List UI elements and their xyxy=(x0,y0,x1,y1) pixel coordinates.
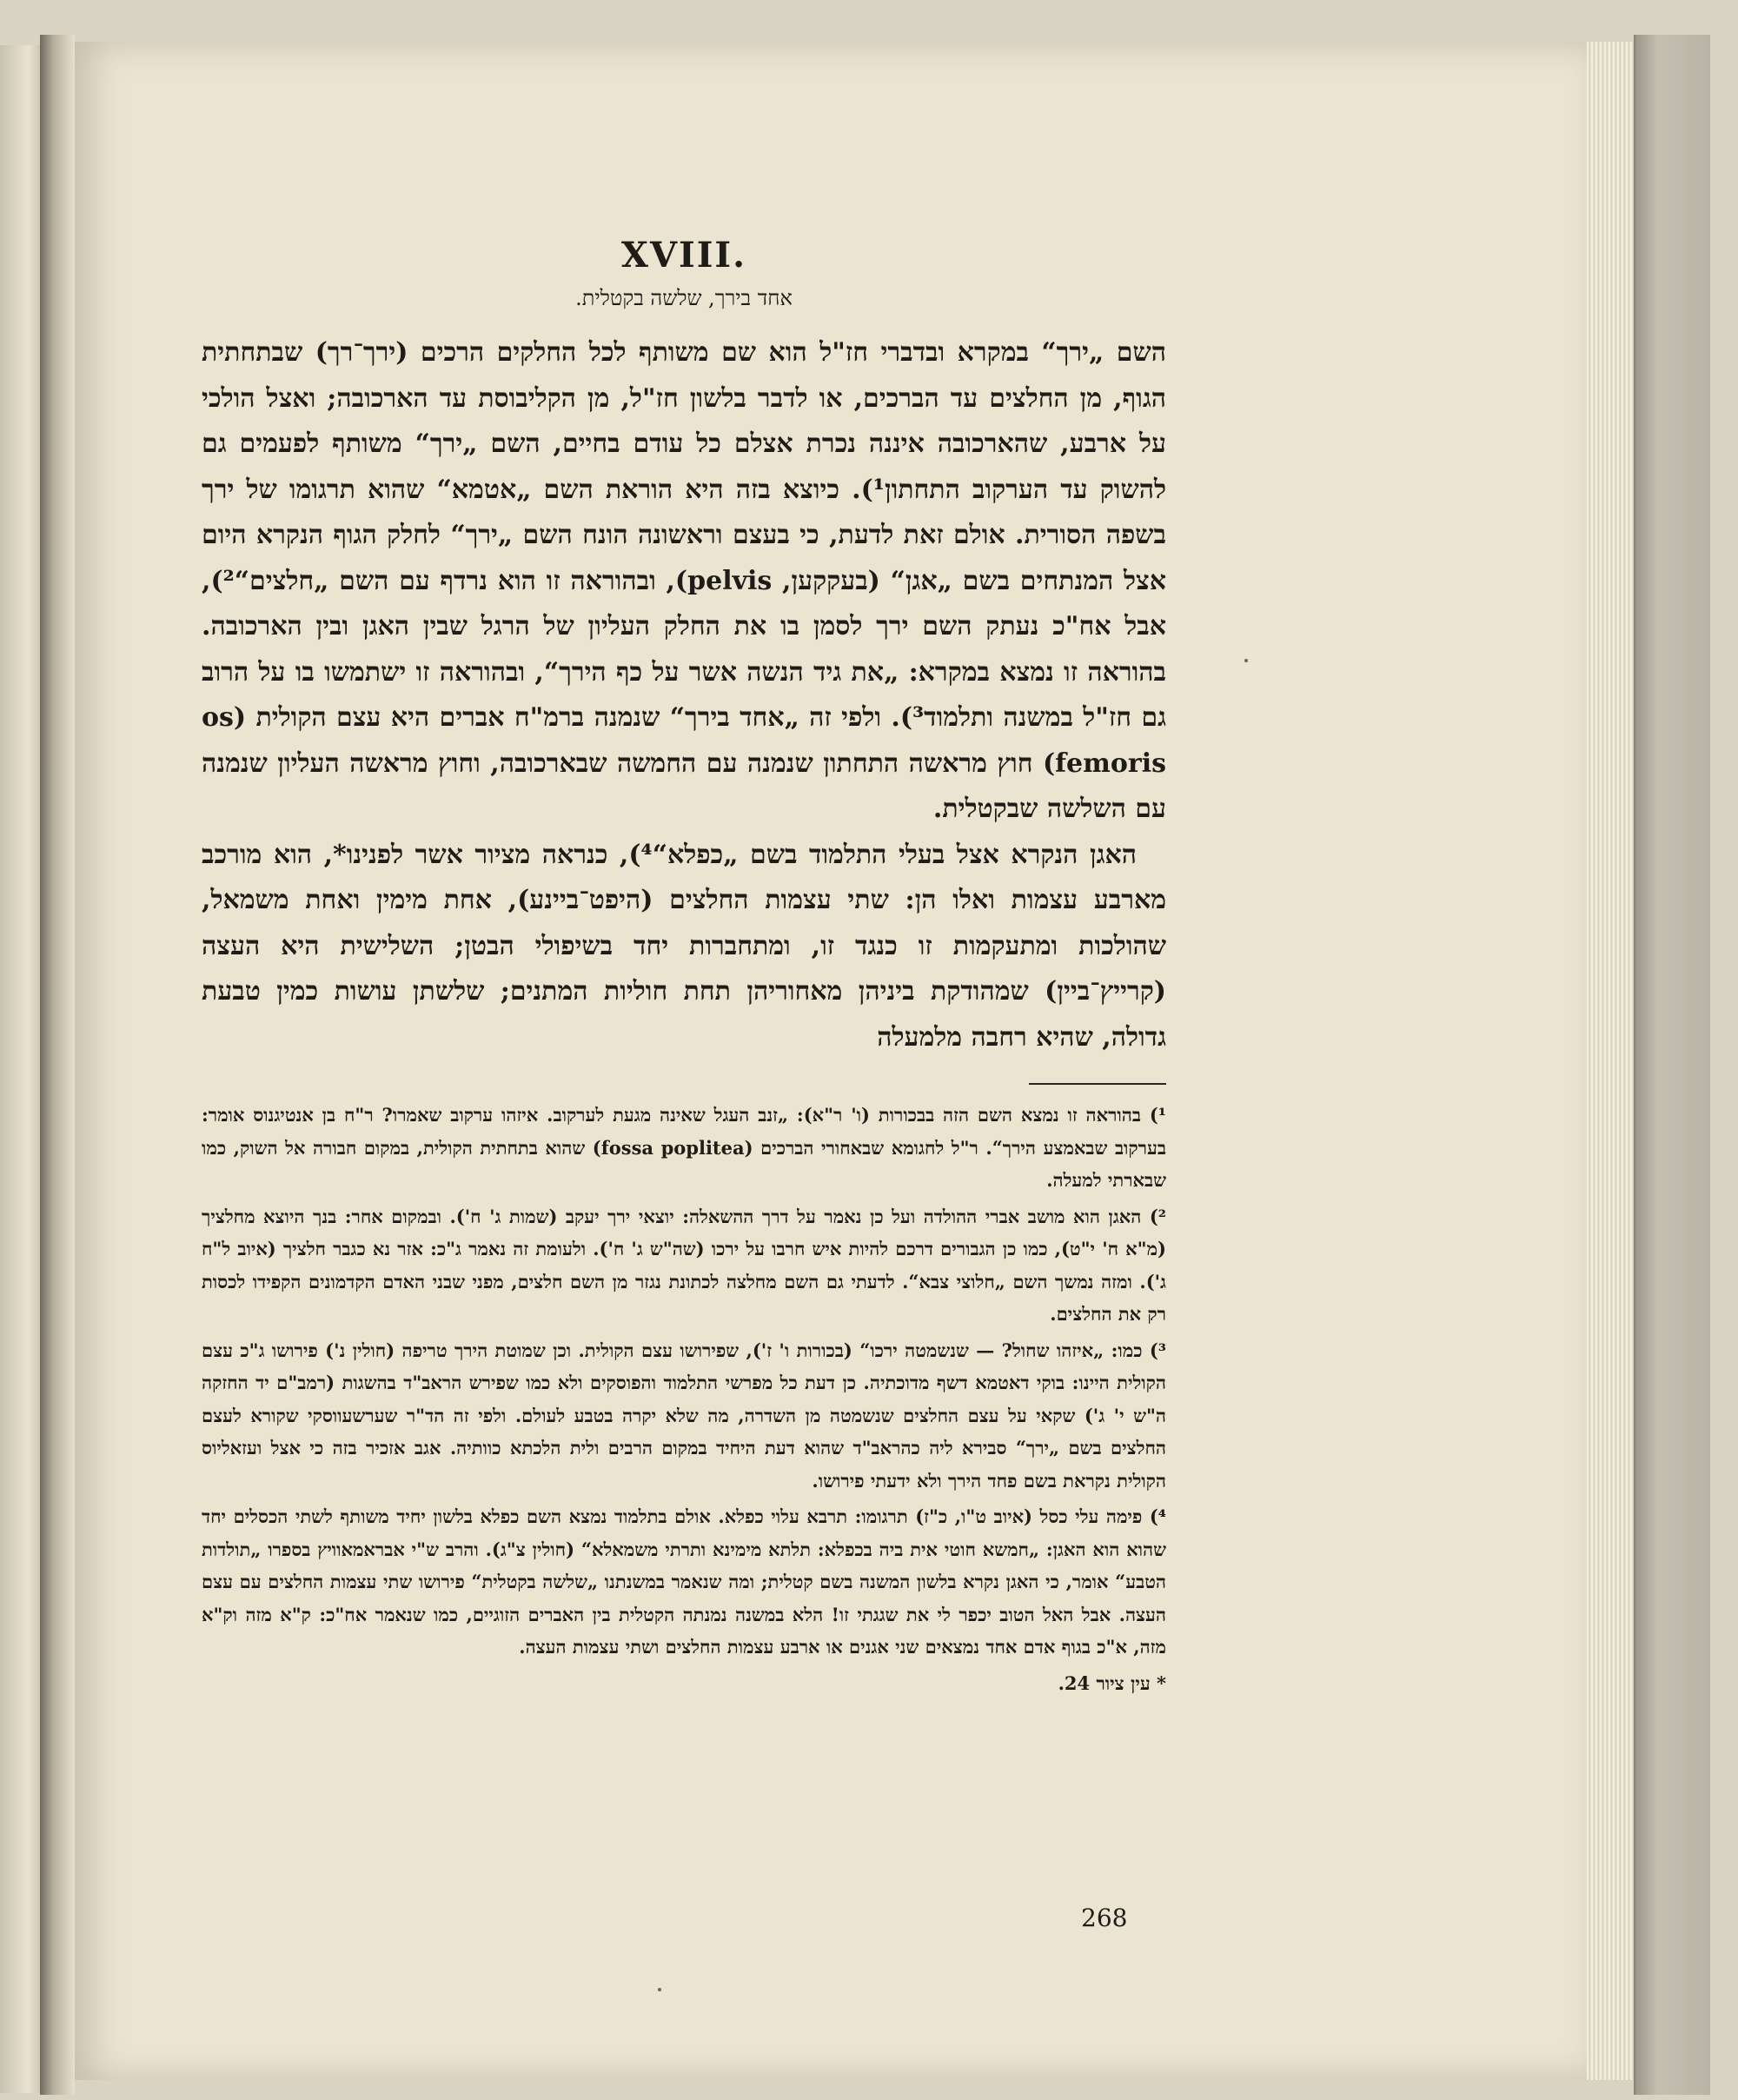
left-binding xyxy=(40,35,75,2095)
book-cover-edge xyxy=(1634,35,1710,2095)
paper-speck xyxy=(658,1988,661,1991)
section-heading: XVIII. xyxy=(620,235,747,276)
footnote-2: ²) האגן הוא מושב אברי ההולדה ועל כן נאמר על דרך ההשאלה: יוצאי ירך יעקב (שמות ג' ח'). ובמקום אחר: בנך היוצא מחלציך (מ"א ח' י"ט), כמו כן הגבורים דרכם להיות איש חרבו על ירכו (שה"ש ג' ח'). ולעומת זה נאמר ג"כ: אזר נא כגבר חלציך (איוב ל"ח ג'). ומזה נמשך השם „חלוצי צבא“. לדעתי גם השם מחלצה לכתונת נגזר מן השם חלצים, מפני שבני האדם הקדמונים הקפידו לכסות רק את החלצים. xyxy=(202,1205,1166,1325)
paper-speck xyxy=(1244,659,1248,662)
footnote-1: ¹) בהוראה זו נמצא השם הזה בבכורות (ו' ר"א): „זנב העגל שאינה מגעת לערקוב. איזהו ערקוב שאמרו? ר"ח בן אנטיגנוס אומר: בערקוב שבאמצע הירך“. ר"ל לחגומא שבאחורי הברכים (fossa poplitea) שהוא בתחתית הקולית, במקום חבורה אל השוק, כמו שבארתי למעלה. xyxy=(202,1104,1166,1191)
paragraph-1: השם „ירך“ במקרא ובדברי חז"ל הוא שם משותף לכל החלקים הרכים (ירך־רך) שבתחתית הגוף, מן החלצים עד הברכים, או לדבר בלשון חז"ל, מן הקליבוסת עד הארכובה; ואצל הולכי על ארבע, שהארכובה איננה נכרת אצלם כל עודם בחיים, השם „ירך“ משותף לפעמים גם להשוק עד הערקוב התחתון¹). כיוצא בזה היא הוראת השם „אטמא“ שהוא תרגומו של ירך בשפה הסורית. אולם זאת לדעת, כי בעצם וראשונה הונח השם „ירך“ לחלק הגוף הנקרא היום אצל המנתחים בשם „אגן“ (בעקקען, pelvis), ובהוראה זו הוא נרדף עם השם „חלצים“²), אבל אח"כ נעתק השם ירך לסמן בו את החלק העליון של הרגל שבין האגן ובין הארכובה. בהוראה זו נמצא במקרא: „את גיד הנשה אשר על כף הירך“, ובהוראה זו ישתמשו בו על הרוב גם חז"ל במשנה ותלמוד³). ולפי זה „אחד בירך“ שנמנה ברמ"ח אברים היא עצם הקולית (os femoris) חוץ מראשה התחתון שנמנה עם החמשה שבארכובה, וחוץ מראשה העליון שנמנה עם השלשה שבקטלית. xyxy=(202,337,1167,824)
footnote-4: ⁴) פימה עלי כסל (איוב ט"ו, כ"ז) תרגומו: תרבא עלוי כפלא. אולם בתלמוד נמצא השם כפלא בלשון יחיד משותף לשתי הכסלים יחד שהוא הוא האגן: „חמשא חוטי אית ביה בכפלא: תלתא מימינא ותרתי משמאלא“ (חולין צ"ג). והרב ש"י אבראמאוויץ בספרו „תולדות הטבע“ אומר, כי האגן נקרא בלשון המשנה בשם קטלית; ומה שנאמר במשנתנו „שלשה בקטלית“ פירושו שתי עצמות החלצים עם עצם העצה. אבל האל הטוב יכפר לי את שגגתי זו! הלא במשנה נמנתה הקטלית בין האברים הזוגיים, כמו שנאמר אח"כ: ק"א מזה וק"א מזה, א"כ בגוף אדם אחד נמצאים שני אגנים או ארבע עצמות החלצים ושתי עצמות העצה. xyxy=(202,1505,1166,1658)
footnotes xyxy=(202,1099,1166,1699)
footnote-3: ³) כמו: „איזהו שחול? — שנשמטה ירכו“ (בכורות ו' ז'), שפירושו עצם הקולית. וכן שמוטת הירך טריפה (חולין נ') פירושו ג"כ עצם הקולית היינו: בוקי דאטמא דשף מדוכתיה. כן דעת כל מפרשי התלמוד והפוסקים ולא כמו שפירש הראב"ד בהשגות (רמב"ם יד החזקה ה"ש י' ג') שקאי על עצם החלצים שנשמטה מן השדרה, מה שלא יקרה בטבע לעולם. ולפי זה הד"ר שערשעווסקי שקורא לעצם החלצים בשם „ירך“ סבירא ליה כהראב"ד שהוא דעת היחיד במקום הרבים ולית הלכתא כוותיה. אגב אזכיר בזה כי אצל ועזאליוס הקולית נקראת בשם פחד הירך ולא ידעתי פירושו. xyxy=(202,1339,1166,1492)
paragraph-2: האגן הנקרא אצל בעלי התלמוד בשם „כפלא“⁴), כנראה מציור אשר לפנינו*, הוא מורכב מארבע עצמות ואלו הן: שתי עצמות החלצים (היפט־ביינע), אחת מימין ואחת משמאל, שהולכות ומתעקמות זו כנגד זו, ומתחברות יחד בשיפולי הבטן; השלישית היא העצה (קרייץ־ביין) שמהודקת ביניהן מאחוריהן תחת חוליות המתנים; שלשתן עושות כמין טבעת גדולה, שהיא רחבה מלמעלה xyxy=(202,839,1166,1053)
footnote-figure-reference: * עין ציור 24. xyxy=(1058,1671,1166,1694)
left-page-edge xyxy=(0,45,43,2093)
page-number: 268 xyxy=(1081,1904,1128,1932)
page-content xyxy=(202,235,1166,1703)
main-text xyxy=(202,330,1166,1060)
page-block-edge xyxy=(1587,42,1634,2080)
section-subheading: אחד בירך, שלשה בקטלית. xyxy=(575,286,793,310)
footnote-divider xyxy=(1029,1083,1166,1085)
